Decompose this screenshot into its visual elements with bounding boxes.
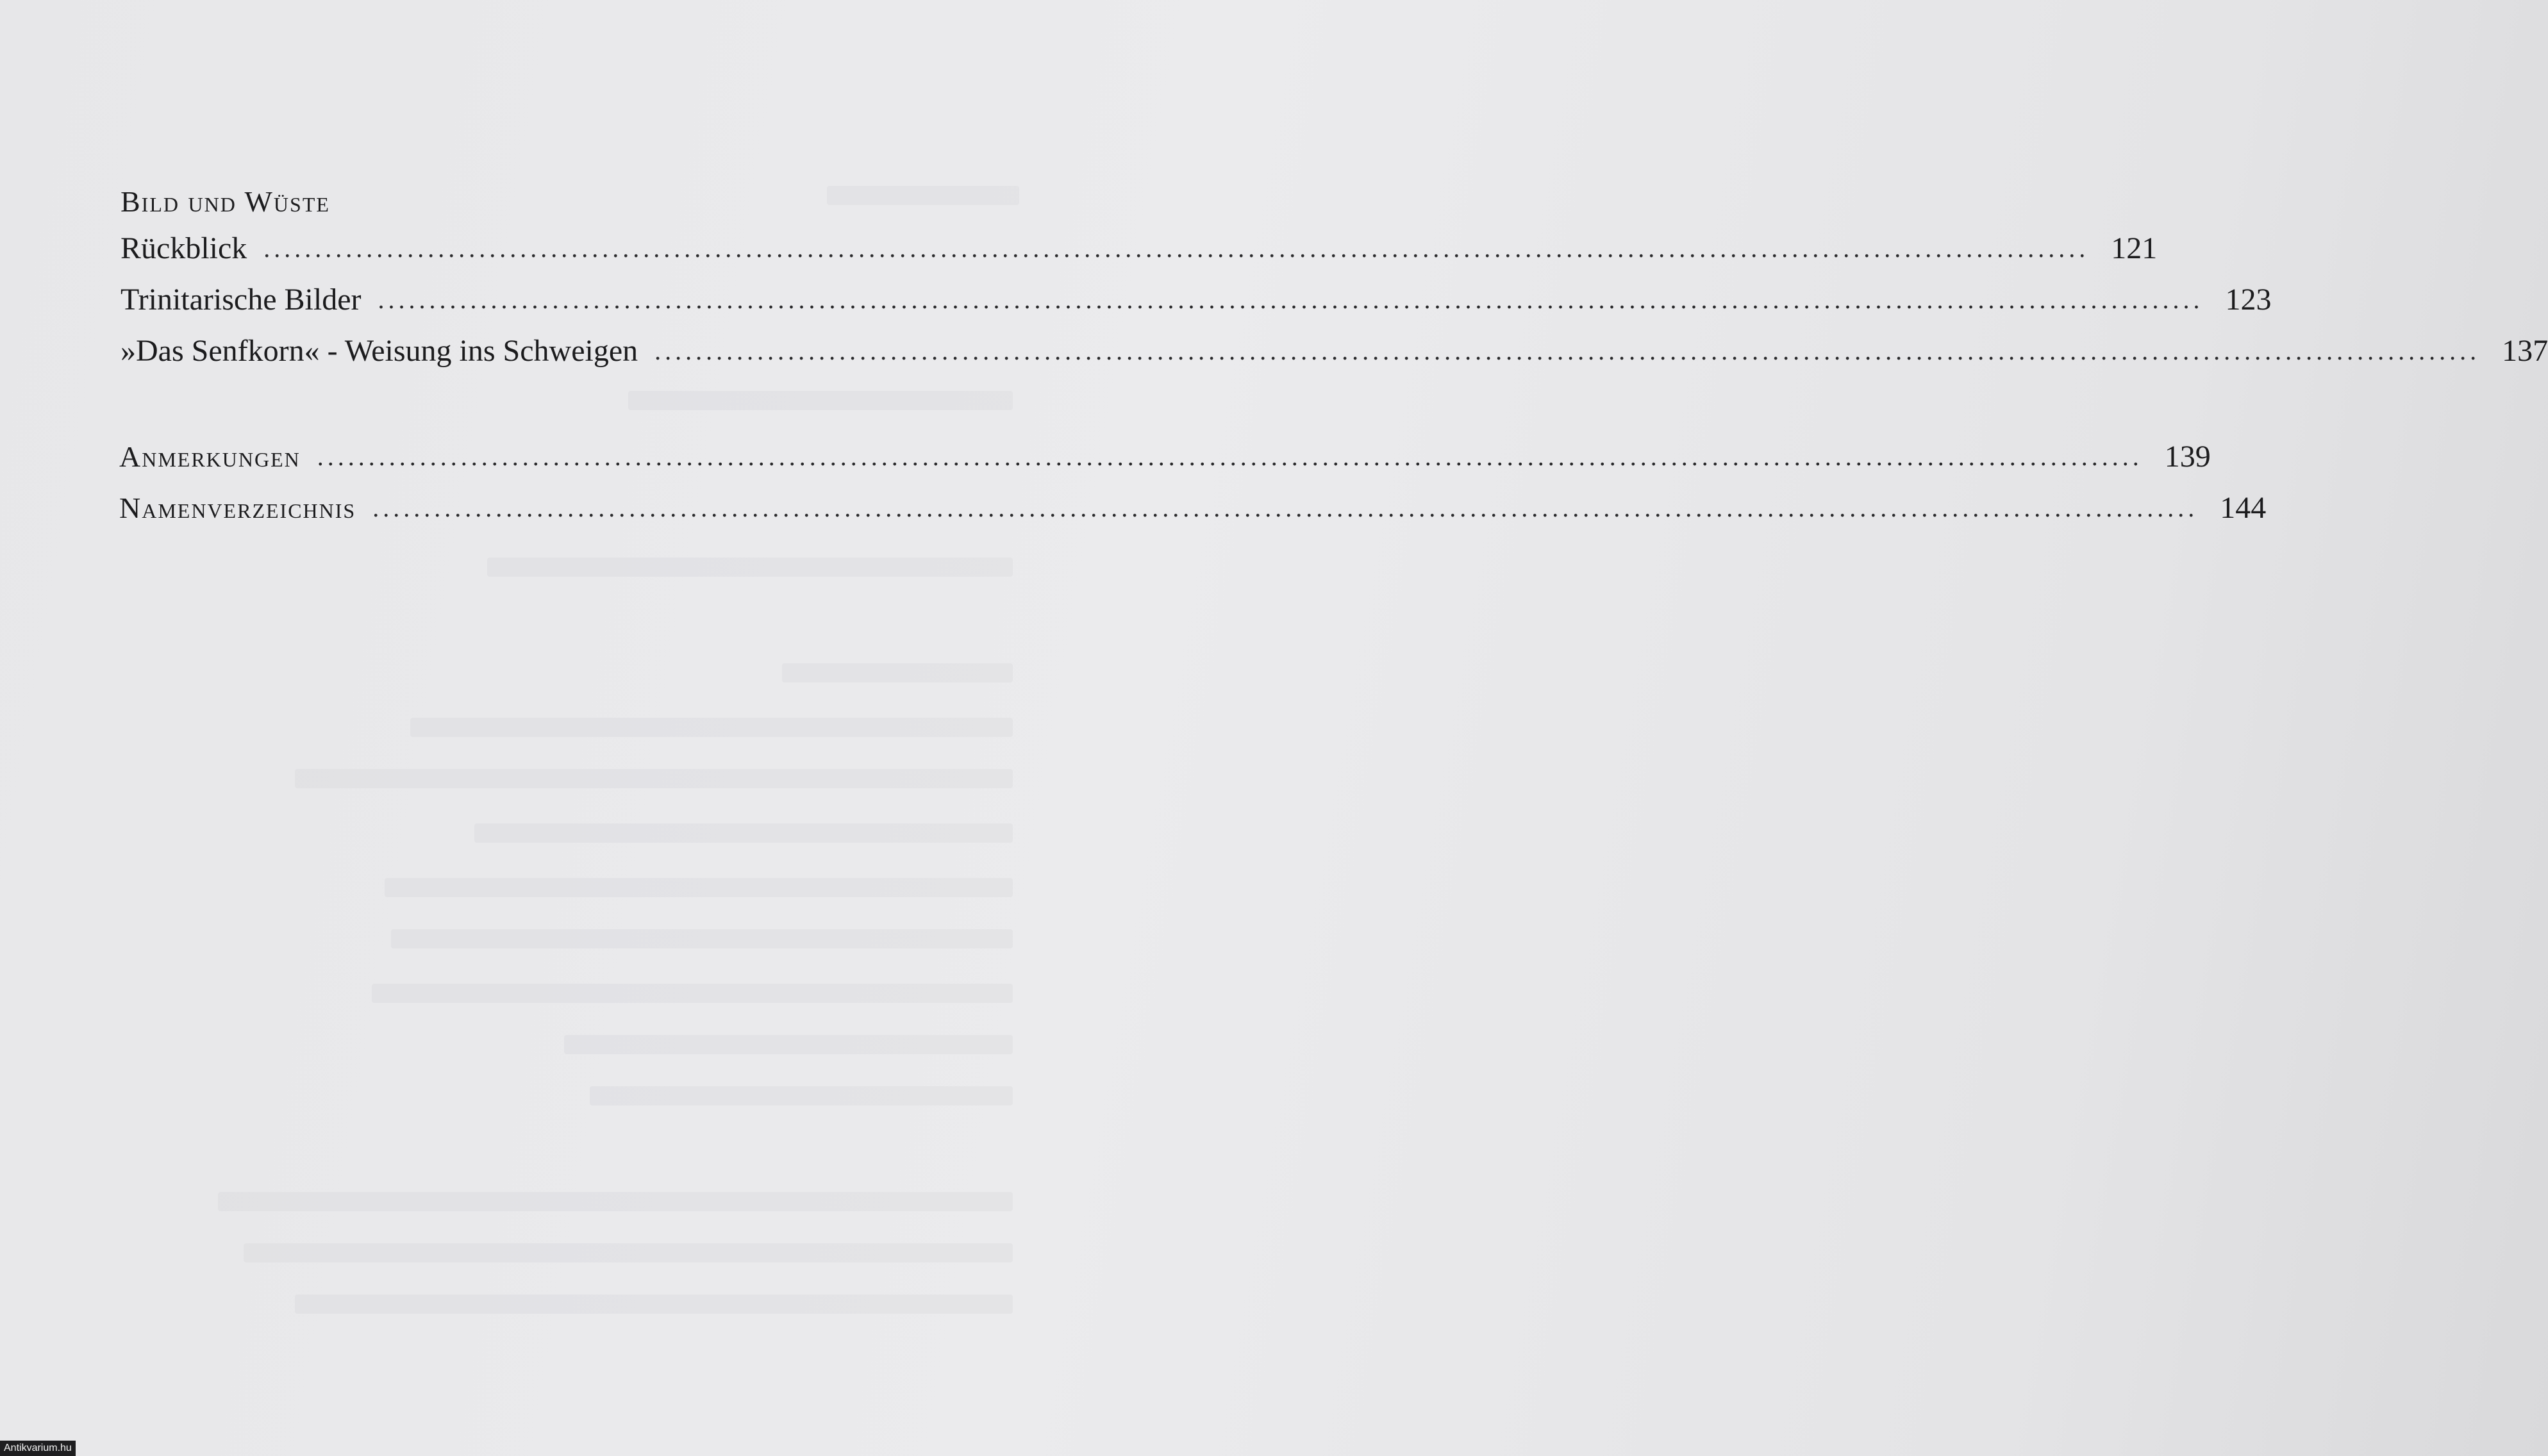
toc-entry-page: 144	[2220, 491, 2267, 525]
toc-entry-page: 139	[2164, 440, 2211, 474]
toc-entry-title: Trinitarische Bilder	[121, 283, 362, 317]
toc-entry-page: 121	[2111, 231, 2158, 265]
section-heading: Bild und Wüste	[121, 185, 330, 218]
toc-entry-title: »Das Senfkorn« - Weisung ins Schweigen	[121, 334, 638, 368]
watermark: Antikvarium.hu	[0, 1441, 76, 1456]
show-through-texture	[0, 0, 1092, 1456]
toc-entry[interactable]	[121, 231, 2158, 283]
dot-leader: ..................................................................................................................................................................................	[372, 493, 2199, 522]
dot-leader: ..................................................................................................................................................................................	[317, 442, 2143, 471]
toc-entry-page: 123	[2225, 283, 2272, 317]
dot-leader: ..................................................................................................................................................................................	[263, 234, 2090, 263]
toc-entry[interactable]	[119, 490, 2267, 543]
toc-entry-page: 137	[2502, 334, 2548, 368]
dot-leader: ..................................................................................................................................................................................	[654, 336, 2481, 365]
toc-section	[121, 187, 1005, 217]
toc-entry[interactable]	[121, 333, 2548, 386]
dot-leader: ..................................................................................................................................................................................	[378, 285, 2204, 314]
toc-entry[interactable]	[119, 439, 2211, 492]
toc-entry-title: Anmerkungen	[119, 440, 301, 473]
toc-entry-title: Rückblick	[121, 231, 247, 265]
toc-entry[interactable]	[121, 282, 2272, 335]
toc-entry-title: Namenverzeichnis	[119, 492, 356, 524]
